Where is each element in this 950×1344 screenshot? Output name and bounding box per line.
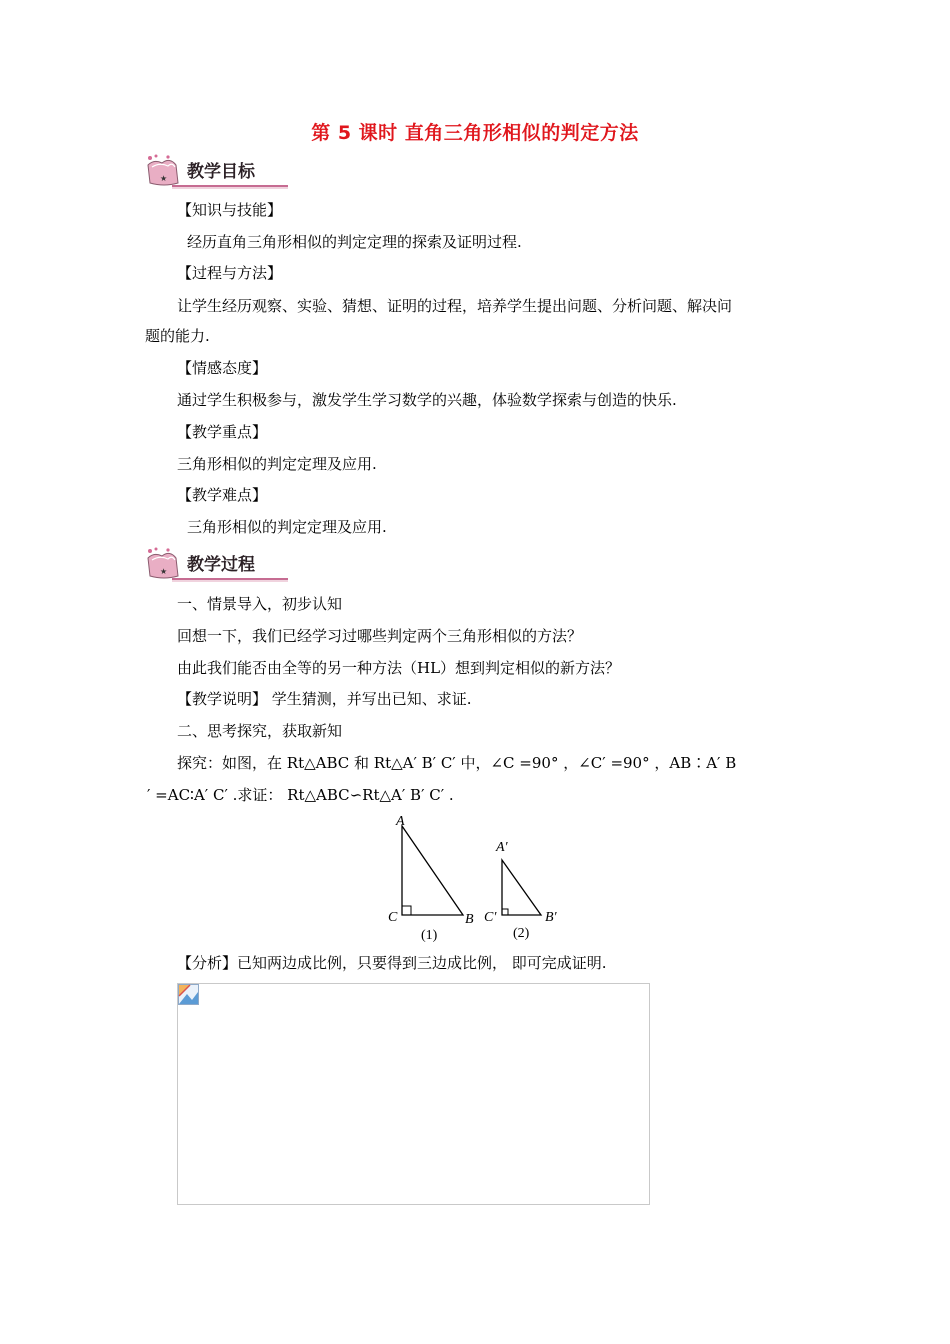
emotion-label: 【情感态度】 xyxy=(177,359,268,377)
page-title: 第 5 课时 直角三角形相似的判定方法 xyxy=(311,122,639,144)
svg-text:★: ★ xyxy=(160,174,168,183)
triangle-abc xyxy=(402,826,463,915)
vertex-label-b: B xyxy=(465,912,474,927)
process-text-line2: 题的能力. xyxy=(145,327,210,345)
vertex-label-a-prime: A′ xyxy=(496,840,508,855)
process-label: 【过程与方法】 xyxy=(177,264,283,282)
knowledge-text: 经历直角三角形相似的判定定理的探索及证明过程. xyxy=(187,233,522,251)
section-heading-label: 教学过程 xyxy=(187,555,255,575)
teach-note-text: 学生猜测，并写出已知、求证. xyxy=(267,690,472,708)
difficult-label: 【教学难点】 xyxy=(177,486,268,504)
image-placeholder xyxy=(177,983,650,1205)
analysis-text: 已知两边成比例，只要得到三边成比例， 即可完成证明. xyxy=(237,954,607,972)
teach-note xyxy=(177,689,472,709)
svg-text:★: ★ xyxy=(160,567,168,576)
right-angle-mark-c xyxy=(402,906,411,915)
explore-line2: ′ =AC∶A′ C′ .求证： Rt△ABC∽Rt△A′ B′ C′ . xyxy=(147,786,454,804)
analysis-label: 【分析】 xyxy=(177,954,238,972)
vertex-label-c-prime: C′ xyxy=(484,910,497,925)
right-angle-mark-c-prime xyxy=(502,909,508,915)
figure-caption-1: (1) xyxy=(421,928,438,943)
key-text: 三角形相似的判定定理及应用. xyxy=(177,455,377,473)
difficult-text: 三角形相似的判定定理及应用. xyxy=(187,518,387,536)
part1-title: 一、情景导入，初步认知 xyxy=(177,595,343,613)
triangle-a-prime xyxy=(502,860,541,915)
teach-note-label: 【教学说明】 xyxy=(177,690,268,708)
broken-image-icon xyxy=(178,984,200,1006)
part1-question2: 由此我们能否由全等的另一种方法（HL）想到判定相似的新方法？ xyxy=(177,659,621,677)
section-heading-objectives xyxy=(142,153,292,189)
analysis xyxy=(177,953,607,973)
section-heading-process xyxy=(142,546,292,582)
figure-caption-2: (2) xyxy=(513,926,530,941)
knowledge-label: 【知识与技能】 xyxy=(177,201,283,219)
process-text-line1: 让学生经历观察、实验、猜想、证明的过程，培养学生提出问题、分析问题、解决问 xyxy=(177,297,733,315)
vertex-label-a: A xyxy=(396,814,405,829)
emotion-text: 通过学生积极参与，激发学生学习数学的兴趣，体验数学探索与创造的快乐. xyxy=(177,391,677,409)
section-heading-label: 教学目标 xyxy=(187,162,255,182)
part1-question1: 回想一下，我们已经学习过哪些判定两个三角形相似的方法？ xyxy=(177,627,583,645)
part2-title: 二、思考探究，获取新知 xyxy=(177,722,343,740)
vertex-label-c: C xyxy=(388,910,398,925)
key-label: 【教学重点】 xyxy=(177,423,268,441)
vertex-label-b-prime: B′ xyxy=(545,910,557,925)
explore-line1: 探究：如图，在 Rt△ABC 和 Rt△A′ B′ C′ 中，∠C =90° ，∠C′ =90° ，AB∶A′ B xyxy=(177,754,737,772)
